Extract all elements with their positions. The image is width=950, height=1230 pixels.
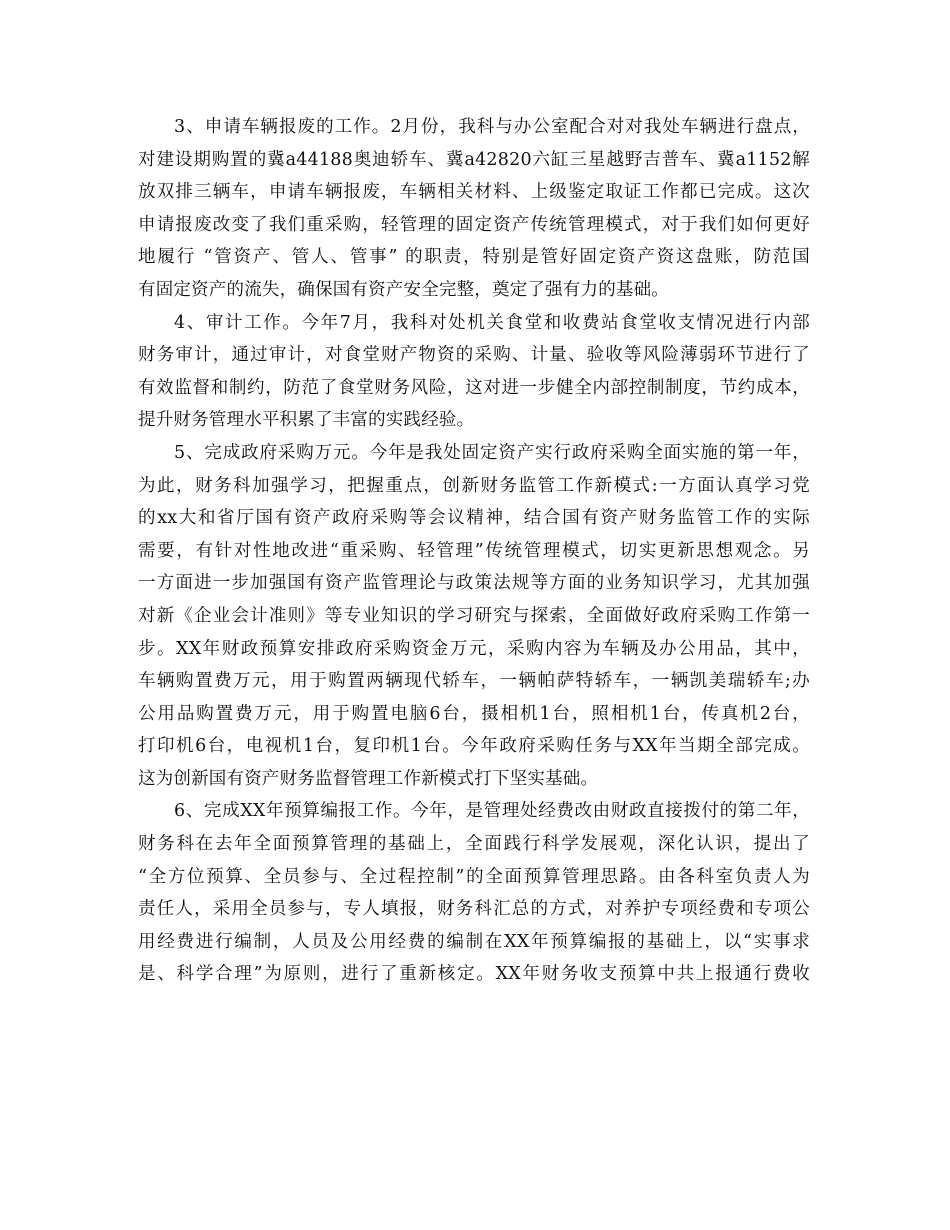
- text-line: 需要，有针对性地改进“重采购、轻管理”传统管理模式，切实更新思想观念。另: [138, 540, 810, 561]
- text-line: 财务科在去年全面预算管理的基础上，全面践行科学发展观，深化认识，提出了: [138, 834, 810, 855]
- text-line: 对建设期购置的冀a44188奥迪轿车、冀a42820六缸三星越野吉普车、冀a1152解: [138, 149, 810, 170]
- text-line: 对新《企业会计准则》等专业知识的学习研究与探索，全面做好政府采购工作第一: [138, 605, 810, 626]
- text-line: 申请报废改变了我们重采购，轻管理的固定资产传统管理模式，对于我们如何更好: [138, 214, 810, 235]
- text-line: 5、完成政府采购万元。今年是我处固定资产实行政府采购全面实施的第一年，: [174, 442, 810, 463]
- text-line: 地履行 “管资产、管人、管事” 的职责，特别是管好固定资产资这盘账，防范国: [138, 247, 810, 268]
- text-line: 放双排三辆车，申请车辆报废，车辆相关材料、上级鉴定取证工作都已完成。这次: [138, 182, 810, 203]
- paragraph-audit-work: [138, 307, 810, 437]
- text-line: 3、申请车辆报废的工作。2月份，我科与办公室配合对对我处车辆进行盘点，: [174, 117, 810, 137]
- text-line: 4、审计工作。今年7月，我科对处机关食堂和收费站食堂收支情况进行内部: [174, 312, 810, 333]
- text-line: “全方位预算、全员参与、全过程控制”的全面预算管理思路。由各科室负责人为: [138, 866, 810, 887]
- text-line: 财务审计，通过审计，对食堂财产物资的采购、计量、验收等风险薄弱环节进行了: [138, 345, 810, 366]
- text-line: 这为创新国有资产财务监督管理工作新模式打下坚实基础。: [138, 768, 599, 789]
- text-line: 有效监督和制约，防范了食堂财务风险，这对进一步健全内部控制制度，节约成本，: [138, 377, 810, 398]
- text-line: 的xx大和省厅国有资产政府采购等会议精神，结合国有资产财务监管工作的实际: [138, 508, 810, 529]
- text-line: 步。XX年财政预算安排政府采购资金万元，采购内容为车辆及办公用品，其中，: [138, 638, 810, 659]
- document-body: [138, 111, 810, 991]
- text-line: 提升财务管理水平积累了丰富的实践经验。: [138, 410, 475, 431]
- text-line: 公用品购置费万元，用于购置电脑6台，摄相机1台，照相机1台，传真机2台，: [138, 703, 810, 724]
- paragraph-budget-compilation: [138, 795, 810, 991]
- paragraph-government-procurement: [138, 437, 810, 796]
- paragraph-vehicle-scrapping: [138, 111, 810, 307]
- text-line: 打印机6台，电视机1台，复印机1台。今年政府采购任务与XX年当期全部完成。: [138, 736, 810, 757]
- text-line: 车辆购置费万元，用于购置两辆现代轿车，一辆帕萨特轿车，一辆凯美瑞轿车;办: [138, 671, 810, 692]
- text-line: 有固定资产的流失，确保国有资产安全完整，奠定了强有力的基础。: [138, 279, 669, 300]
- text-line: 6、完成XX年预算编报工作。今年，是管理处经费改由财政直接拨付的第二年，: [174, 801, 810, 822]
- text-line: 是、科学合理”为原则，进行了重新核定。XX年财务收支预算中共上报通行费收: [138, 964, 810, 985]
- text-line: 用经费进行编制，人员及公用经费的编制在XX年预算编报的基础上，以“实事求: [138, 931, 810, 952]
- text-line: 一方面进一步加强国有资产监管理论与政策法规等方面的业务知识学习，尤其加强: [138, 573, 810, 594]
- text-line: 为此，财务科加强学习，把握重点，创新财务监管工作新模式:一方面认真学习党: [138, 475, 810, 496]
- text-line: 责任人，采用全员参与，专人填报，财务科汇总的方式，对养护专项经费和专项公: [138, 899, 810, 920]
